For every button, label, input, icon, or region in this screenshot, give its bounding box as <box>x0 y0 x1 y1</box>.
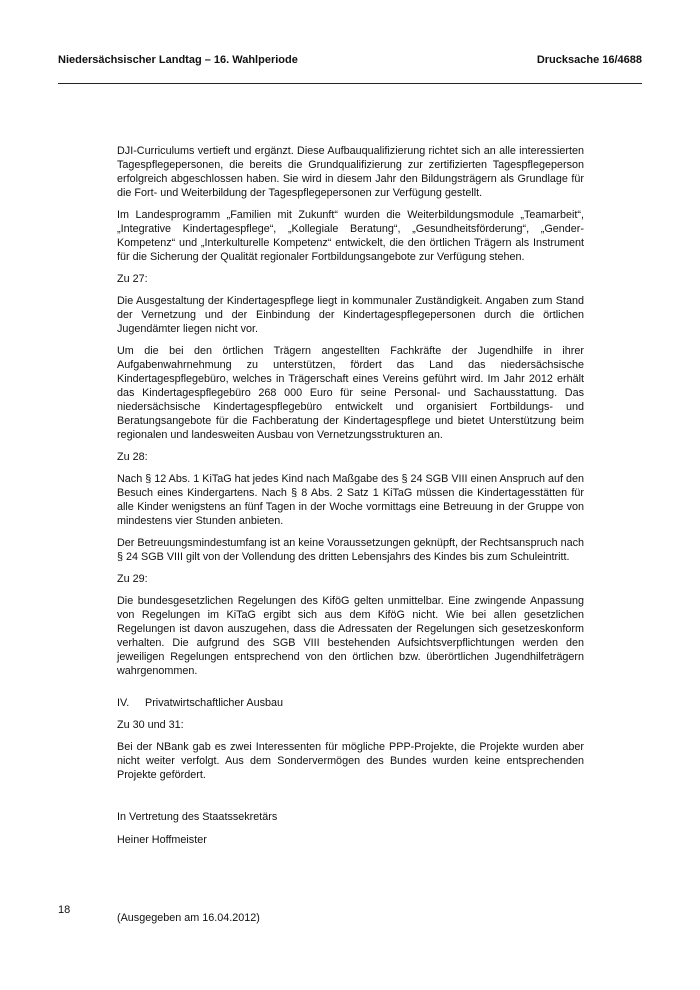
question-label: Zu 29: <box>117 573 148 585</box>
question-label: Zu 27: <box>117 273 148 285</box>
paragraph: Im Landesprogramm „Familien mit Zukunft“ wurden die Weiterbildungsmodule „Teamarbeit“, „Integrative Kindertagespflege“, „Kollegiale Beratung“, „Gesundheitsförderung“, „Gender-Kompetenz“ und „Interkulturelle Kompetenz“ entwickelt, die den örtlichen Trägern als Instrument für die Sicherung der Qualität regionaler Fortbildungsangebote zur Verfügung stehen. <box>117 209 584 263</box>
paragraph: Die Ausgestaltung der Kindertagespflege liegt in kommunaler Zuständigkeit. Angaben zum Stand der Vernetzung und der Einbindung der Kindertagespflegepersonen durch die örtlichen Jugendämter liegen nicht vor. <box>117 295 584 335</box>
issue-date: (Ausgegeben am 16.04.2012) <box>117 912 260 924</box>
paragraph: DJI-Curriculums vertieft und ergänzt. Diese Aufbauqualifizierung richtet sich an alle interessierten Tagespflegepersonen, die bereits die Grundqualifizierung zur zertifizierten Tagespflegeperson erfolgreich abgeschlossen haben. Sie wird in diesem Jahr den Bildungsträgern als Grundlage für die Fort- und Weiterbildung der Tagespflegepersonen zur Verfügung gestellt. <box>117 145 584 199</box>
paragraph: Um die bei den örtlichen Trägern angestellten Fachkräfte der Jugendhilfe in ihrer Aufgabenwahrnehmung zu unterstützen, fördert das Land das niedersächsische Kindertagespflegebüro, welches in Trägerschaft eines Vereins geführt wird. Im Jahr 2012 erhält das Kindertagespflegebüro 268 000 Euro für seine Personal- und Sachausstattung. Das niedersächsische Kindertagespflegebüro entwickelt und organisiert Fortbildungs- und Beratungsangebote für die Fachberatung der Kindertagespflege und bietet Unterstützung beim regionalen und landesweiten Ausbau von Vernetzungsstrukturen an. <box>117 345 584 441</box>
page-number: 18 <box>58 904 71 916</box>
header-parliament: Niedersächsischer Landtag – 16. Wahlperiode <box>58 54 298 66</box>
paragraph: Nach § 12 Abs. 1 KiTaG hat jedes Kind nach Maßgabe des § 24 SGB VIII einen Anspruch auf den Besuch eines Kindergartens. Nach § 8 Abs. 2 Satz 1 KiTaG müssen die Kindertagesstätten für alle Kinder wenigstens an fünf Tagen in der Woche vormittags eine Betreuung in der Gruppe von mindestens vier Stunden anbieten. <box>117 473 584 527</box>
header-divider <box>58 83 642 84</box>
page-header <box>58 54 642 66</box>
signature-role: In Vertretung des Staatssekretärs <box>117 811 278 823</box>
signature-block <box>117 810 584 847</box>
paragraph: Die bundesgesetzlichen Regelungen des KiföG gelten unmittelbar. Eine zwingende Anpassung von Regelungen im KiTaG ergibt sich aus dem KiföG nicht. Wie bei allen gesetzlichen Regelungen ist davon auszugehen, dass die Adressaten der Regelungen sich gesetzeskonform verhalten. Die aufgrund des SGB VIII bestehenden Aufsichtsverpflichtungen werden den jeweiligen Regelungen entsprechend von den örtlichen bzw. überörtlichen Jugendhilfeträgern wahrgenommen. <box>117 595 584 677</box>
paragraph: Der Betreuungsmindestumfang ist an keine Voraussetzungen geknüpft, der Rechtsanspruch nach § 24 SGB VIII gilt von der Vollendung des dritten Lebensjahrs des Kindes bis zum Schuleintritt. <box>117 537 584 563</box>
question-label: Zu 30 und 31: <box>117 719 184 731</box>
document-body <box>117 144 584 856</box>
paragraph: Bei der NBank gab es zwei Interessenten für mögliche PPP-Projekte, die Projekte wurden aber nicht weiter verfolgt. Aus dem Sondervermögen des Bundes wurden keine entsprechenden Projekte gefördert. <box>117 741 584 781</box>
section-number: IV. <box>117 697 130 709</box>
header-document-number: Drucksache 16/4688 <box>536 54 642 66</box>
signature-name: Heiner Hoffmeister <box>117 834 207 846</box>
section-heading <box>117 696 584 710</box>
section-title: Privatwirtschaftlicher Ausbau <box>145 697 284 709</box>
question-label: Zu 28: <box>117 451 148 463</box>
